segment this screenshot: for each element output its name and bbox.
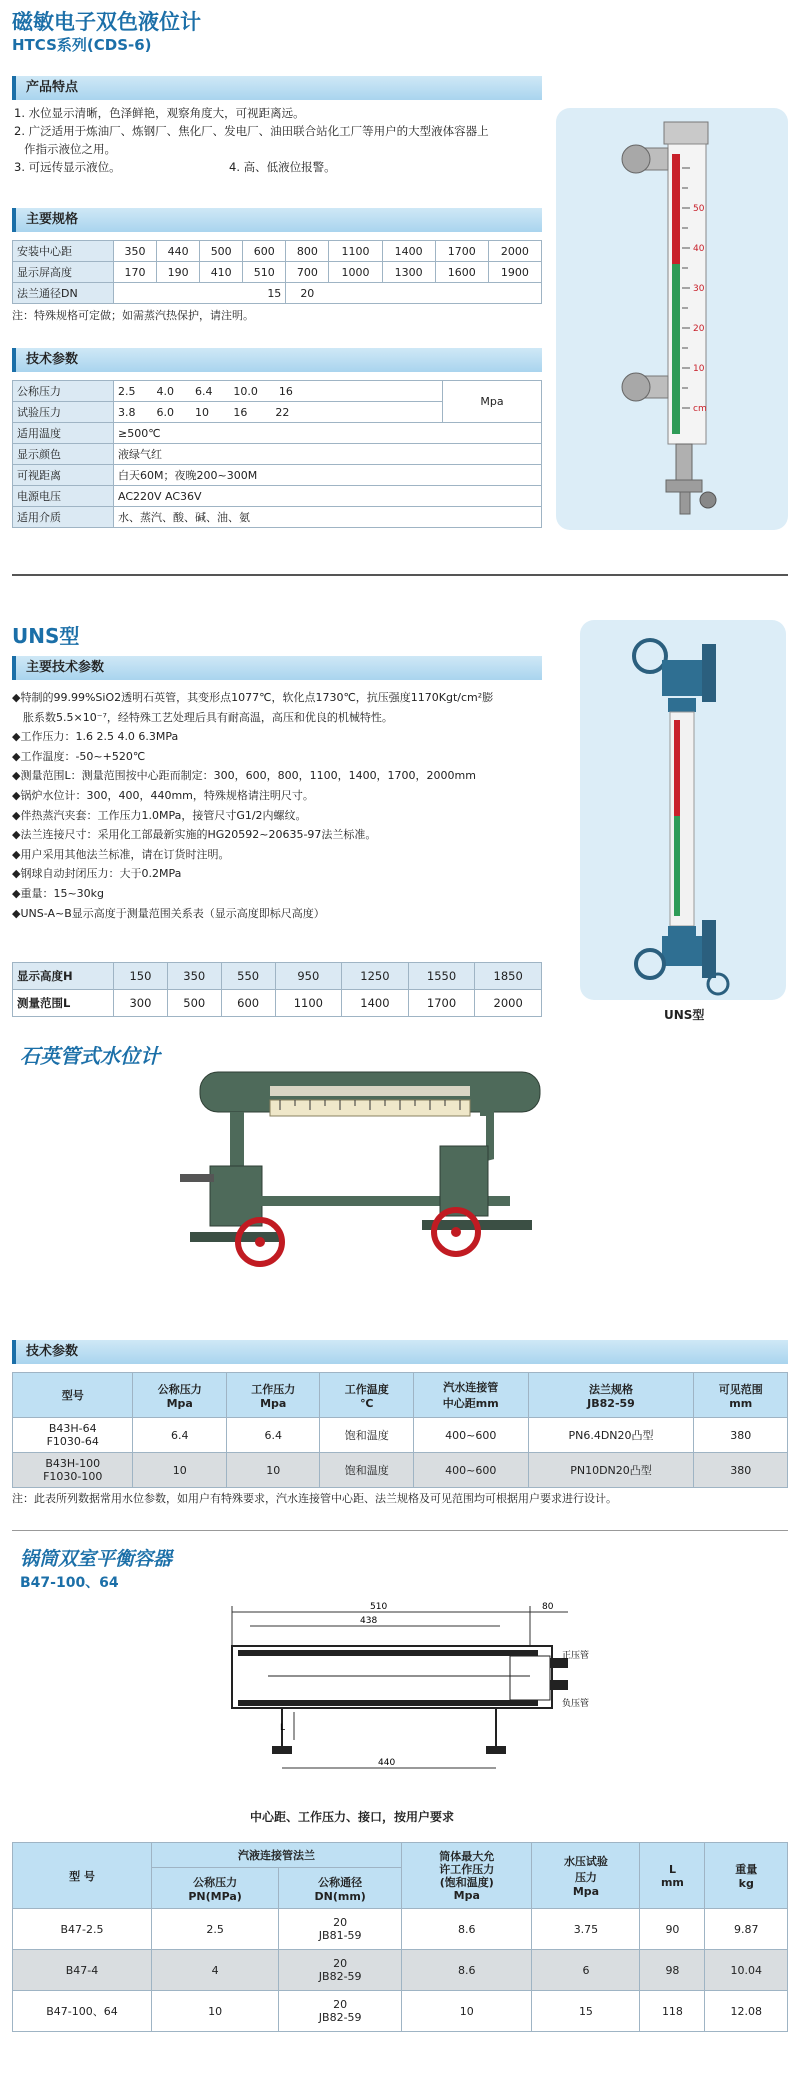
bv-cell: 10: [402, 1991, 532, 2032]
quartz-header: 汽水连接管 中心距mm: [413, 1373, 528, 1418]
uns-cell: 1700: [408, 990, 475, 1017]
spec-cell: 15: [114, 283, 286, 304]
uns-label: 测量范围L: [13, 990, 114, 1017]
tech-unit: Mpa: [443, 381, 542, 423]
bv-cell: 20 JB82-59: [279, 1991, 402, 2032]
section3-title: 石英管式水位计: [20, 1044, 160, 1068]
tech-value: 3.8 6.0 10 16 22: [114, 402, 443, 423]
uns-bullet: ◆UNS-A~B显示高度于测量范围关系表（显示高度即标尺高度）: [12, 906, 325, 920]
uns-table: [12, 962, 542, 1017]
spec-cell: 1000: [329, 262, 382, 283]
uns-bullet: ◆重量：15~30kg: [12, 886, 105, 900]
tech-value: AC220V AC36V: [114, 486, 542, 507]
bv-header: 重量 kg: [705, 1843, 788, 1909]
tech-label: 可视距离: [13, 465, 114, 486]
uns-cell: 150: [114, 963, 168, 990]
quartz-cell: 6.4: [133, 1418, 227, 1453]
spec-label: 显示屏高度: [13, 262, 114, 283]
gauge-photo-uns: [580, 620, 786, 1000]
section-divider: [12, 1530, 788, 1531]
tech-label: 试验压力: [13, 402, 114, 423]
quartz-header: 型号: [13, 1373, 133, 1418]
quartz-tech-bar: 技术参数: [12, 1340, 788, 1364]
tech-label: 显示颜色: [13, 444, 114, 465]
quartz-cell: 400~600: [413, 1453, 528, 1488]
bv-cell: 15: [532, 1991, 640, 2032]
bv-header: 公称压力 PN(MPa): [152, 1868, 279, 1909]
bv-cell: 9.87: [705, 1909, 788, 1950]
uns-bullet: ◆工作压力：1.6 2.5 4.0 6.3MPa: [12, 730, 179, 744]
quartz-header: 工作温度 ℃: [320, 1373, 414, 1418]
uns-cell: 950: [275, 963, 342, 990]
quartz-note: 注：此表所列数据常用水位参数，如用户有特殊要求，汽水连接管中心距、法兰规格及可见范围均可根据用户要求进行设计。: [12, 1492, 617, 1505]
spec-cell: 1100: [329, 241, 382, 262]
bv-cell: B47-2.5: [13, 1909, 152, 1950]
bv-cell: 20 JB81-59: [279, 1909, 402, 1950]
spec-cell: 440: [157, 241, 200, 262]
uns-bullet: ◆法兰连接尺寸：采用化工部最新实施的HG20592~20635-97法兰标准。: [12, 828, 377, 842]
spec-table: [12, 240, 542, 304]
feature-item: 4. 高、低液位报警。: [229, 160, 336, 174]
quartz-cell: 饱和温度: [320, 1418, 414, 1453]
quartz-cell: 380: [694, 1453, 788, 1488]
uns-cell: 1550: [408, 963, 475, 990]
gauge-tick-label: 30: [693, 284, 705, 294]
spec-label: 安装中心距: [13, 241, 114, 262]
spec-cell: 2000: [488, 241, 541, 262]
section4-subtitle: B47-100、64: [20, 1575, 119, 1591]
gauge-tick-label: cm: [693, 404, 707, 414]
tech-label: 适用介质: [13, 507, 114, 528]
uns-cell: 300: [114, 990, 168, 1017]
pos-pipe-label: 正压管: [562, 1651, 590, 1661]
gauge-tick-label: 20: [693, 324, 705, 334]
gauge-photo-cds6: [556, 108, 788, 530]
tech-value: 2.5 4.0 6.4 10.0 16: [114, 381, 443, 402]
bv-header: 公称通径 DN(mm): [279, 1868, 402, 1909]
quartz-cell: B43H-64 F1030-64: [13, 1418, 133, 1453]
spec-cell: 1300: [382, 262, 435, 283]
quartz-cell: 6.4: [226, 1418, 320, 1453]
uns-caption: UNS型: [664, 1008, 705, 1022]
uns-params-bar: 主要技术参数: [12, 656, 542, 680]
uns-bullet: ◆用户采用其他法兰标准，请在订货时注明。: [12, 847, 230, 861]
quartz-table: [12, 1372, 788, 1488]
dim-L: L: [280, 1723, 286, 1733]
section-divider: [12, 574, 788, 576]
dim-440: 440: [378, 1758, 396, 1768]
spec-cell: 1900: [488, 262, 541, 283]
bv-cell: 3.75: [532, 1909, 640, 1950]
bv-header: 水压试验 压力 Mpa: [532, 1843, 640, 1909]
spec-cell: 700: [286, 262, 329, 283]
feature-item: 作指示液位之用。: [24, 142, 116, 156]
spec-note: 注：特殊规格可定做；如需蒸汽热保护，请注明。: [12, 309, 254, 322]
section2-title: UNS型: [12, 624, 80, 648]
bv-cell: 10.04: [705, 1950, 788, 1991]
bv-cell: 8.6: [402, 1909, 532, 1950]
dim-438: 438: [360, 1616, 378, 1626]
uns-cell: 350: [167, 963, 221, 990]
bv-cell: 8.6: [402, 1950, 532, 1991]
spec-label: 法兰通径DN: [13, 283, 114, 304]
quartz-header: 可见范围 mm: [694, 1373, 788, 1418]
uns-bullet: ◆锅炉水位计：300，400，440mm，特殊规格请注明尺寸。: [12, 788, 314, 802]
quartz-cell: PN10DN20凸型: [528, 1453, 694, 1488]
uns-bullet: ◆伴热蒸汽夹套：工作压力1.0MPa，接管尺寸G1/2内螺纹。: [12, 808, 307, 822]
bv-cell: 12.08: [705, 1991, 788, 2032]
tech-value: 水、蒸汽、酸、碱、油、氨: [114, 507, 542, 528]
tech-bar: 技术参数: [12, 348, 542, 372]
feature-item: 3. 可远传显示液位。: [14, 160, 121, 174]
balance-vessel-caption: 中心距、工作压力、接口，按用户要求: [250, 1810, 455, 1824]
spec-cell: 510: [243, 262, 286, 283]
quartz-header: 法兰规格 JB82-59: [528, 1373, 694, 1418]
uns-bullet: 胀系数5.5×10⁻⁷，经特殊工艺处理后具有耐高温，高压和优良的机械特性。: [23, 710, 393, 724]
quartz-gauge-photo: [150, 1056, 570, 1296]
bv-cell: 6: [532, 1950, 640, 1991]
dim-80: 80: [542, 1602, 554, 1612]
section1-subtitle: HTCS系列(CDS-6): [12, 36, 152, 54]
uns-cell: 500: [167, 990, 221, 1017]
bv-cell: 2.5: [152, 1909, 279, 1950]
section4-title: 锅筒双室平衡容器: [20, 1548, 173, 1570]
dim-510: 510: [370, 1602, 388, 1612]
bv-cell: B47-4: [13, 1950, 152, 1991]
spec-cell: 600: [243, 241, 286, 262]
quartz-cell: 饱和温度: [320, 1453, 414, 1488]
bv-cell: 4: [152, 1950, 279, 1991]
feature-item: 2. 广泛适用于炼油厂、炼钢厂、焦化厂、发电厂、油田联合站化工厂等用户的大型液体容器上: [14, 124, 489, 138]
gauge-tick-label: 10: [693, 364, 705, 374]
tech-table: [12, 380, 542, 528]
tech-label: 电源电压: [13, 486, 114, 507]
bv-cell: 98: [640, 1950, 705, 1991]
spec-cell: 800: [286, 241, 329, 262]
bv-header: 型 号: [13, 1843, 152, 1909]
uns-bullet: ◆测量范围L：测量范围按中心距而制定：300，600，800，1100，1400，1700，2000mm: [12, 769, 476, 783]
uns-cell: 2000: [475, 990, 542, 1017]
uns-cell: 550: [221, 963, 275, 990]
spec-cell: 1400: [382, 241, 435, 262]
quartz-header: 工作压力 Mpa: [226, 1373, 320, 1418]
bv-cell: 20 JB82-59: [279, 1950, 402, 1991]
gauge-tick-label: 40: [693, 244, 705, 254]
uns-label: 显示高度H: [13, 963, 114, 990]
quartz-cell: PN6.4DN20凸型: [528, 1418, 694, 1453]
bv-cell: 10: [152, 1991, 279, 2032]
uns-bullets: [12, 688, 560, 923]
uns-cell: 1850: [475, 963, 542, 990]
uns-cell: 1400: [342, 990, 409, 1017]
uns-cell: 600: [221, 990, 275, 1017]
quartz-cell: 10: [226, 1453, 320, 1488]
spec-cell: 1700: [435, 241, 488, 262]
neg-pipe-label: 负压管: [562, 1699, 590, 1709]
quartz-header: 公称压力 Mpa: [133, 1373, 227, 1418]
tech-label: 公称压力: [13, 381, 114, 402]
section1-title: 磁敏电子双色液位计: [12, 10, 201, 34]
spec-cell: 410: [200, 262, 243, 283]
uns-cell: 1100: [275, 990, 342, 1017]
features-list: [14, 104, 554, 176]
bv-header: 筒体最大允 许工作压力 (饱和温度) Mpa: [402, 1843, 532, 1909]
bv-cell: 118: [640, 1991, 705, 2032]
spec-cell: 20: [286, 283, 542, 304]
balance-vessel-table: [12, 1842, 788, 2032]
features-bar: 产品特点: [12, 76, 542, 100]
bv-header: L mm: [640, 1843, 705, 1909]
tech-label: 适用温度: [13, 423, 114, 444]
spec-cell: 500: [200, 241, 243, 262]
tech-value: 液绿气红: [114, 444, 542, 465]
uns-bullet: ◆钢球自动封闭压力：大于0.2MPa: [12, 867, 182, 881]
uns-cell: 1250: [342, 963, 409, 990]
uns-bullet: ◆特制的99.99%SiO2透明石英管，其变形点1077℃，软化点1730℃，抗压强度1170Kgt/cm²膨: [12, 691, 494, 704]
feature-item: 1. 水位显示清晰，色泽鲜艳，观察角度大，可视距离远。: [14, 106, 305, 120]
quartz-cell: 380: [694, 1418, 788, 1453]
quartz-cell: 400~600: [413, 1418, 528, 1453]
bv-cell: 90: [640, 1909, 705, 1950]
tech-value: ≥500℃: [114, 423, 542, 444]
gauge-tick-label: 50: [693, 204, 705, 214]
bv-header: 汽液连接管法兰: [152, 1843, 402, 1868]
spec-cell: 170: [114, 262, 157, 283]
spec-cell: 1600: [435, 262, 488, 283]
spec-bar: 主要规格: [12, 208, 542, 232]
balance-vessel-drawing: [210, 1596, 590, 1786]
spec-cell: 190: [157, 262, 200, 283]
uns-bullet: ◆工作温度：-50~+520℃: [12, 749, 146, 763]
tech-value: 白天60M；夜晚200~300M: [114, 465, 542, 486]
quartz-cell: 10: [133, 1453, 227, 1488]
spec-cell: 350: [114, 241, 157, 262]
bv-cell: B47-100、64: [13, 1991, 152, 2032]
quartz-cell: B43H-100 F1030-100: [13, 1453, 133, 1488]
